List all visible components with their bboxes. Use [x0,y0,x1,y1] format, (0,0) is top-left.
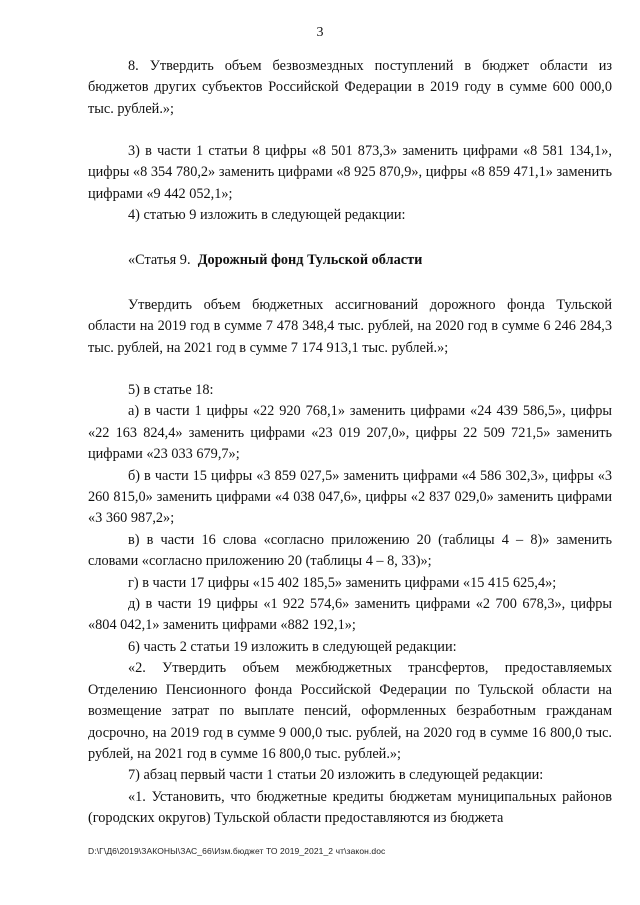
article-9-heading [88,250,612,271]
paragraph-item-5g: г) в части 17 цифры «15 402 185,5» заменить цифрами «15 415 625,4»; [128,574,557,591]
paragraph-item-5: 5) в статье 18: [128,382,214,398]
paragraph-item-6-quote: «2. Утвердить объем межбюджетных трансфертов, предоставляемых Отделению Пенсионного фонда Российской Федерации по Тульской области на возмещение затрат по выплате пенсий, оформленных безработным гражданам досрочно, на 2019 год в сумме 9 000,0 тыс. рублей, на 2020 год в сумме 16 800,0 тыс. рублей, на 2021 год в сумме 16 800,0 тыс. рублей.»; [88,660,612,762]
paragraph-item-5v: в) в части 16 слова «согласно приложению 20 (таблицы 4 – 8)» заменить словами «согласно приложению 20 (таблицы 4 – 8, 33)»; [88,531,612,570]
footer-file-path: D:\Г\Д6\2019\ЗАКОНЫ\ЗАС_66\Изм.бюджет ТО 2019_2021_2 чт\закон.doc [88,846,386,856]
item-5-block [88,380,612,830]
paragraph-item-4: 4) статью 9 изложить в следующей редакции: [128,207,406,224]
article-heading [88,250,612,271]
article-text: Утвердить объем бюджетных ассигнований дорожного фонда Тульской области на 2019 год в сумме 7 478 348,4 тыс. рублей, на 2020 год в сумме 6 246 284,3 тыс. рублей, на 2021 год в сумме 7 174 913,1 тыс. рублей.»; [88,297,612,356]
paragraph-item-5d: д) в части 19 цифры «1 922 574,6» заменить цифрами «2 700 678,3», цифры «804 042,1» заменить цифрами «882 192,1»; [88,596,612,634]
paragraph-item-7: 7) абзац первый части 1 статьи 20 изложить в следующей редакции: [128,767,544,784]
paragraph-item-5b: б) в части 15 цифры «3 859 027,5» заменить цифрами «4 586 302,3», цифры «3 260 815,0» заменить цифрами «4 038 047,6», цифры «2 837 029,0» заменить цифрами «3 360 987,2»; [88,467,612,527]
paragraph-item-3: 3) в части 1 статьи 8 цифры «8 501 873,3» заменить цифрами «8 581 134,1», цифры «8 354 780,2» заменить цифрами «8 925 870,9», цифры «8 859 471,1» заменить цифрами «9 442 052,1»; [88,143,612,202]
paragraph-item-6: 6) часть 2 статьи 19 изложить в следующей редакции: [128,638,457,655]
item-8 [88,56,612,120]
paragraph-item-7-quote: «1. Установить, что бюджетные кредиты бюджетам муниципальных районов (городских округов) Тульской области предоставляются из бюджета [88,788,612,827]
article-title: Дорожный фонд Тульской области [197,252,423,268]
paragraph-item-8: 8. Утвердить объем безвозмездных поступлений в бюджет области из бюджетов других субъектов Российской Федерации в 2019 году в сумме 600 000,0 тыс. рублей.»; [88,58,612,117]
item-3 [88,141,612,227]
page-number: 3 [316,25,324,40]
article-9-body [88,295,612,359]
paragraph-item-5a: а) в части 1 цифры «22 920 768,1» заменить цифрами «24 439 586,5», цифры «22 163 824,4» заменить цифрами «23 019 207,0», цифры 22 509 721,5» заменить цифрами «23 033 679,7»; [88,403,612,463]
article-prefix: «Статья 9. [128,252,191,268]
